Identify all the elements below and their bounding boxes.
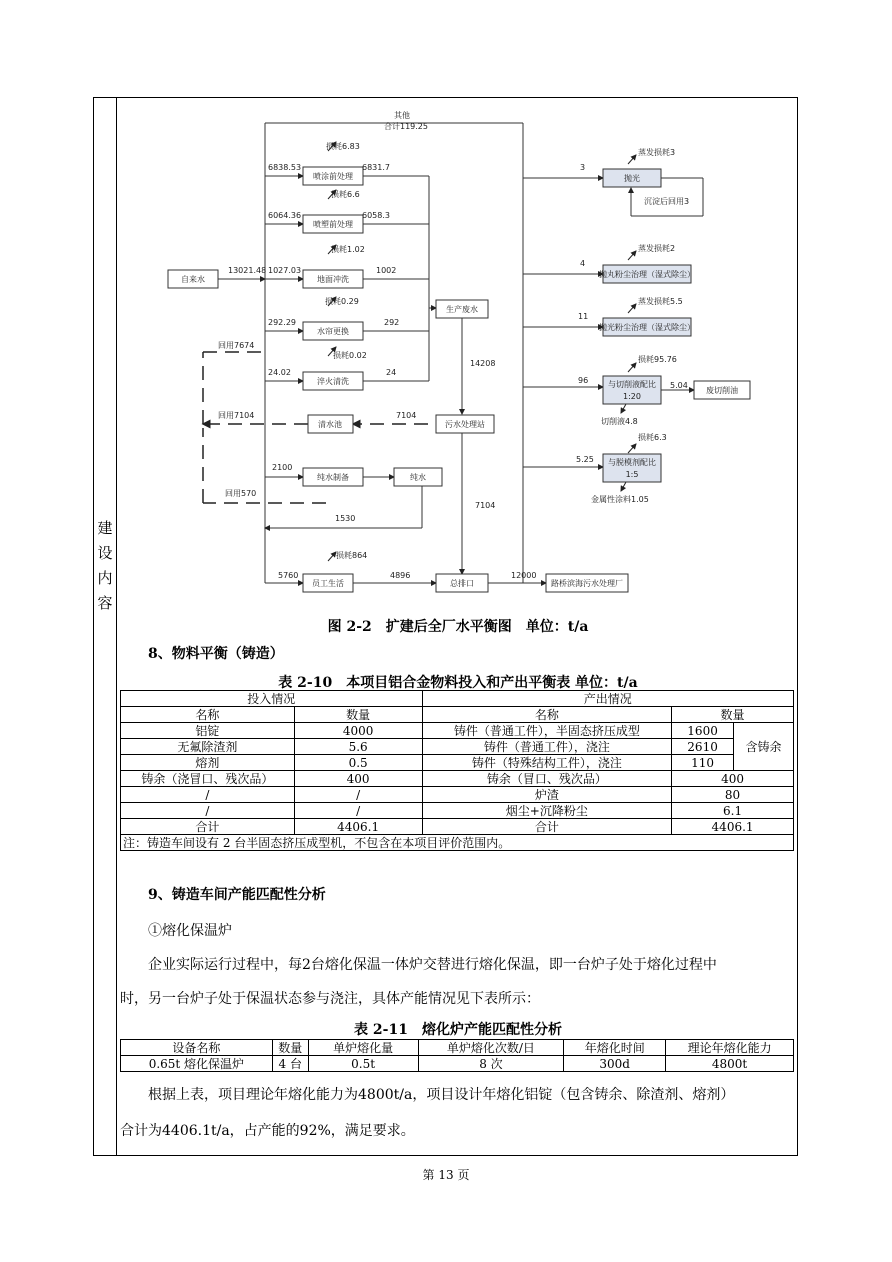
- node-municipal-plant: 路桥滨海污水处理厂: [551, 579, 623, 588]
- label-loss002: 损耗0.02: [333, 351, 367, 360]
- table-2-10: [120, 690, 794, 851]
- label-1530: 1530: [335, 514, 356, 523]
- label-6831: 6831.7: [362, 163, 390, 172]
- paragraph-1a: 企业实际运行过程中，每2台熔化保温一体炉交替进行熔化保温，即一台炉子处于熔化过程中: [148, 957, 717, 973]
- table-2-11: 设备名称 数量 单炉熔化量 单炉熔化次数/日 年熔化时间 理论年熔化能力 0.65t 熔化保温炉 4 台 0.5t 8 次 300d 4800t: [120, 1039, 794, 1072]
- table-2-11-caption: 表 2-11 熔化炉产能匹配性分析: [354, 1022, 562, 1038]
- table-row: 0.65t 熔化保温炉 4 台 0.5t 8 次 300d 4800t: [121, 1056, 794, 1072]
- node-main-outlet: 总排口: [450, 579, 474, 588]
- label-4: 4: [580, 259, 586, 268]
- label-loss9576: 损耗95.76: [638, 355, 677, 364]
- label-96: 96: [578, 376, 589, 385]
- label-292-29: 292.29: [268, 318, 296, 327]
- label-loss683: 损耗6.83: [326, 142, 360, 151]
- merged-note: 含铸余: [734, 723, 794, 771]
- vertical-label: 建 设 内 容: [97, 519, 113, 612]
- label-other-total: 合计119.25: [384, 122, 428, 131]
- section-9-heading: 9、铸造车间产能匹配性分析: [148, 887, 326, 903]
- node-staff-life: 员工生活: [312, 579, 344, 588]
- left-column: [93, 97, 117, 1156]
- col-name-out: 名称: [422, 707, 672, 723]
- table-row: / / 烟尘+沉降粉尘 6.1: [121, 803, 794, 819]
- table-row: 合计 4406.1 合计 4406.1: [121, 819, 794, 835]
- table-2-10-caption: 表 2-10 本项目铝合金物料投入和产出平衡表 单位：t/a: [278, 675, 638, 691]
- label-7104b: 7104: [475, 501, 496, 510]
- node-cutting-fluid: 与切削液配比: [608, 380, 656, 389]
- label-7104a: 7104: [396, 411, 417, 420]
- label-504: 5.04: [670, 381, 688, 390]
- node-pure-water: 纯水: [410, 473, 426, 482]
- node-dust1: 抛丸粉尘治理（湿式除尘）: [599, 270, 695, 279]
- label-3: 3: [580, 163, 586, 172]
- label-other: 其他: [394, 111, 410, 120]
- label-2100: 2100: [272, 463, 293, 472]
- label-11: 11: [578, 312, 589, 321]
- node-pure-water-prep: 纯水制备: [317, 473, 349, 482]
- label-loss102: 损耗1.02: [331, 245, 365, 254]
- label-settle3: 沉淀后回用3: [644, 197, 690, 206]
- input-header: 投入情况: [121, 691, 423, 707]
- paragraph-2b: 合计为4406.1t/a，占产能的92%，满足要求。: [120, 1123, 415, 1139]
- label-1027: 1027.03: [268, 266, 302, 275]
- node-clear-pool: 清水池: [318, 420, 342, 429]
- label-24-02: 24.02: [268, 368, 291, 377]
- node-floor-wash: 地面冲洗: [317, 275, 349, 284]
- table-row: / / 炉渣 80: [121, 787, 794, 803]
- label-1002: 1002: [376, 266, 397, 275]
- node-spray-plastic-pre: 喷塑前处理: [313, 220, 353, 229]
- node-polish: 抛光: [624, 174, 640, 183]
- label-5760: 5760: [278, 571, 299, 580]
- page-number: 第 13 页: [422, 1168, 470, 1182]
- label-cut48: 切削液4.8: [601, 417, 638, 426]
- label-4896: 4896: [390, 571, 411, 580]
- col-qty: 数量: [294, 707, 422, 723]
- label-evap2: 蒸发损耗2: [638, 244, 676, 253]
- section-8-heading: 8、物料平衡（铸造）: [148, 646, 284, 662]
- node-dust2: 抛光粉尘治理（湿式除尘）: [599, 323, 695, 332]
- label-6838: 6838.53: [268, 163, 302, 172]
- node-tap-water: 自来水: [181, 275, 205, 284]
- table-row: 无氟除渣剂 5.6 铸件（普通工件），浇注 2610: [121, 739, 794, 755]
- table-row: 铸余（浇冒口、残次品） 400 铸余（冒口、残次品） 400: [121, 771, 794, 787]
- paragraph-1b: 时，另一台炉子处于保温状态参与浇注，具体产能情况见下表所示：: [120, 991, 540, 1007]
- label-525: 5.25: [576, 455, 594, 464]
- figure-caption: 图 2-2 扩建后全厂水平衡图 单位：t/a: [327, 619, 589, 635]
- label-13021: 13021.48: [228, 266, 267, 275]
- label-loss029: 损耗0.29: [325, 297, 359, 306]
- node-spray-pre: 喷涂前处理: [313, 172, 353, 181]
- label-metal105: 金属性涂料1.05: [591, 495, 649, 504]
- label-292: 292: [384, 318, 400, 327]
- table-note: 注：铸造车间设有 2 台半固态挤压成型机，不包含在本项目评价范围内。: [121, 835, 794, 851]
- water-balance-diagram: [118, 98, 798, 628]
- col-qty-out: 数量: [672, 707, 794, 723]
- label-14208: 14208: [470, 359, 496, 368]
- label-evap55: 蒸发损耗5.5: [638, 297, 683, 306]
- label-loss63: 损耗6.3: [638, 433, 667, 442]
- col-name: 名称: [121, 707, 295, 723]
- label-reuse570: 回用570: [225, 489, 257, 498]
- label-loss864: 损耗864: [336, 551, 368, 560]
- node-quench-clean: 淬火清洗: [317, 377, 349, 386]
- label-12000: 12000: [511, 571, 537, 580]
- node-waste-cutting: 废切削油: [706, 386, 738, 395]
- node-release-agent: 与脱模剂配比: [608, 458, 656, 467]
- table-row: 铝锭 4000 铸件（普通工件），半固态挤压成型 1600 含铸余: [121, 723, 794, 739]
- label-evap3: 蒸发损耗3: [638, 148, 676, 157]
- node-sewage-station: 污水处理站: [445, 420, 485, 429]
- node-curtain-change: 水帘更换: [317, 327, 349, 336]
- node-cutting-ratio: 1:20: [623, 392, 641, 401]
- label-reuse7104: 回用7104: [218, 411, 255, 420]
- table-row: 熔剂 0.5 铸件（特殊结构工件），浇注 110: [121, 755, 794, 771]
- label-reuse7674: 回用7674: [218, 341, 255, 350]
- label-6064: 6064.36: [268, 211, 302, 220]
- node-release-ratio: 1:5: [625, 470, 639, 479]
- node-prod-wastewater: 生产废水: [446, 305, 478, 314]
- label-loss66: 损耗6.6: [331, 190, 360, 199]
- output-header: 产出情况: [422, 691, 793, 707]
- label-24: 24: [386, 368, 397, 377]
- label-6058: 6058.3: [362, 211, 390, 220]
- subheading-melting-furnace: ①熔化保温炉: [148, 923, 232, 939]
- paragraph-2a: 根据上表，项目理论年熔化能力为4800t/a，项目设计年熔化铝锭（包含铸余、除渣剂、熔剂）: [148, 1087, 735, 1103]
